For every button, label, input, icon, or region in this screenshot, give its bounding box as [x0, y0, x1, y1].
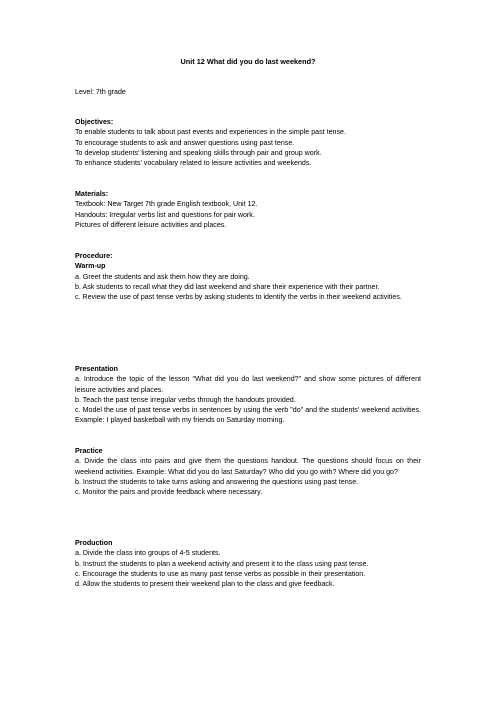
practice-heading: Practice	[75, 447, 103, 455]
material-item: Pictures of different leisure activities and places.	[75, 220, 227, 229]
warmup-item: c. Review the use of past tense verbs by asking students to identify the verbs in their weekend activities.	[75, 293, 402, 302]
objectives-heading: Objectives:	[75, 118, 114, 126]
objective-item: To encourage students to ask and answer questions using past tense.	[75, 138, 295, 147]
practice-item: c. Monitor the pairs and provide feedback where necessary.	[75, 488, 263, 497]
production-item: b. Instruct the students to plan a weekend activity and present it to the class using past tense.	[75, 559, 369, 568]
production-heading: Production	[75, 539, 113, 547]
practice-item: a. Divide the class into pairs and give them the questions handout. The questions should focus on their weekend activities. Example: What did you do last Saturday? Who did you go with? Where did you go?	[75, 457, 421, 476]
materials-heading: Materials:	[75, 190, 109, 198]
practice-section	[75, 446, 421, 497]
document-title: Unit 12 What did you do last weekend?	[180, 57, 316, 66]
material-item: Textbook: New Target 7th grade English textbook, Unit 12.	[75, 200, 258, 209]
practice-item: b. Instruct the students to take turns asking and answering the questions using past tense.	[75, 477, 359, 486]
procedure-heading: Procedure:	[75, 252, 113, 260]
warmup-heading: Warm-up	[75, 262, 106, 271]
objective-item: To develop students' listening and speaking skills through pair and group work.	[75, 148, 322, 157]
presentation-item: c. Model the use of past tense verbs in sentences by using the verb "do" and the students' weekend activities. Example: I played basketball with my friends on Saturday morning.	[75, 406, 421, 425]
material-item: Handouts: Irregular verbs list and questions for pair work.	[75, 210, 255, 219]
production-item: c. Encourage the students to use as many past tense verbs as possible in their presentation.	[75, 569, 366, 578]
warmup-item: b. Ask students to recall what they did last weekend and share their experience with their partner.	[75, 282, 380, 291]
warmup-item: a. Greet the students and ask them how they are doing.	[75, 272, 250, 281]
presentation-section	[75, 364, 421, 426]
objective-item: To enhance students' vocabulary related to leisure activities and weekends.	[75, 159, 312, 168]
production-section	[75, 538, 421, 589]
objective-item: To enable students to talk about past events and experiences in the simple past tense.	[75, 128, 346, 137]
grade-level: Level: 7th grade	[75, 88, 126, 96]
procedure-section	[75, 251, 421, 302]
production-item: d. Allow the students to present their weekend plan to the class and give feedback.	[75, 580, 335, 589]
materials-section	[75, 189, 421, 230]
objectives-section	[75, 117, 421, 168]
presentation-heading: Presentation	[75, 365, 118, 373]
presentation-item: b. Teach the past tense irregular verbs through the handouts provided.	[75, 395, 296, 404]
production-item: a. Divide the class into groups of 4-5 students.	[75, 549, 221, 558]
presentation-item: a. Introduce the topic of the lesson "What did you do last weekend?" and show some pictures of different leisure activities and places.	[75, 375, 421, 394]
